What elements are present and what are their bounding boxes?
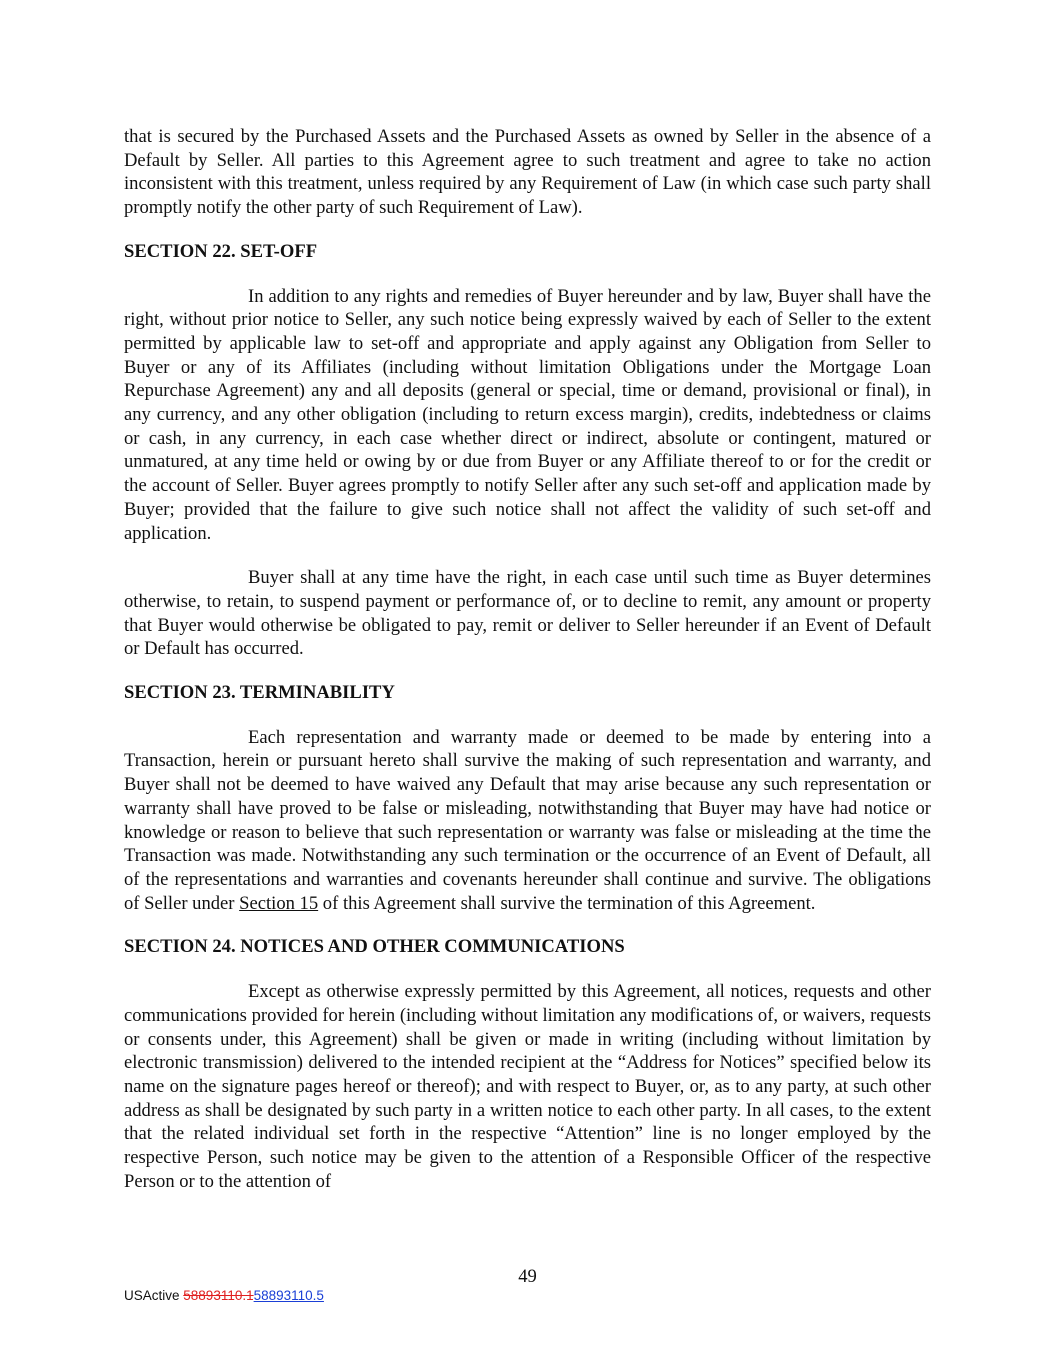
section-23-text-after: of this Agreement shall survive the termination of this Agreement. [318,892,816,914]
section-23-paragraph-1 [124,726,931,916]
document-footer [124,1288,324,1303]
footer-deleted-id: 58893110.1 [183,1288,254,1303]
continuation-paragraph: that is secured by the Purchased Assets and the Purchased Assets as owned by Seller in the absence of a Default by Seller. All parties to this Agreement agree to such treatment and agree to take no action inconsistent with this treatment, unless required by any Requirement of Law (in which case such party shall promptly notify the other party of such Requirement of Law). [124,126,931,219]
section-23-heading: SECTION 23. TERMINABILITY [124,682,395,704]
section-22-paragraph-2: Buyer shall at any time have the right, in each case until such time as Buyer determines otherwise, to retain, to suspend payment or performance of, or to decline to remit, any amount or property that Buyer would otherwise be obligated to pay, remit or deliver to Seller hereunder if an Event of Default or Default has occurred. [124,567,931,660]
footer-inserted-id: 58893110.5 [253,1288,324,1303]
section-23-text-before: Each representation and warranty made or deemed to be made by entering into a Transaction, herein or pursuant hereto shall survive the making of such representation and warranty, and Buyer shall not be deemed to have waived any Default that may arise because any such representation or warranty shall have proved to be false or misleading, notwithstanding that Buyer may have had notice or knowledge or reason to believe that such representation or warranty was false or misleading at the time the Transaction was made. Notwithstanding any such termination or the occurrence of an Event of Default, all of the representations and warranties and covenants hereunder shall continue and survive. The obligations of Seller under [124,726,931,914]
page-number: 49 [518,1266,537,1287]
footer-label: USActive [124,1288,184,1303]
section-15-reference: Section 15 [239,892,319,914]
section-22-paragraph-1: In addition to any rights and remedies of Buyer hereunder and by law, Buyer shall have the right, without prior notice to Seller, any such notice being expressly waived by each of Seller to the extent permitted by applicable law to set-off and appropriate and apply against any Obligation from Seller to Buyer or any of its Affiliates (including without limitation Obligations under the Mortgage Loan Repurchase Agreement) any and all deposits (general or special, time or demand, provisional or final), in any currency, and any other obligation (including to return excess margin), credits, indebtedness or claims or cash, in any currency, in each case whether direct or indirect, absolute or contingent, matured or unmatured, at any time held or owing by or due from Buyer or any Affiliate thereof to or for the credit or the account of Seller. Buyer agrees promptly to notify Seller after any such set-off and application made by Buyer; provided that the failure to give such notice shall not affect the validity of such set-off and application. [124,285,931,544]
section-24-heading: SECTION 24. NOTICES AND OTHER COMMUNICATIONS [124,936,625,958]
section-22-heading: SECTION 22. SET-OFF [124,240,318,262]
document-body [124,125,931,1193]
section-24-paragraph-1: Except as otherwise expressly permitted by this Agreement, all notices, requests and other communications provided for herein (including without limitation any modifications of, or waivers, requests or consents under, this Agreement) shall be given or made in writing (including without limitation by electronic transmission) delivered to the intended recipient at the “Address for Notices” specified below its name on the signature pages hereof or thereof); and with respect to Buyer, or, as to any party, at such other address as shall be designated by such party in a written notice to each other party. In all cases, to the extent that the related individual set forth in the respective “Attention” line is no longer employed by the respective Person, such notice may be given to the attention of a Responsible Officer of the respective Person or to the attention of [124,981,931,1192]
